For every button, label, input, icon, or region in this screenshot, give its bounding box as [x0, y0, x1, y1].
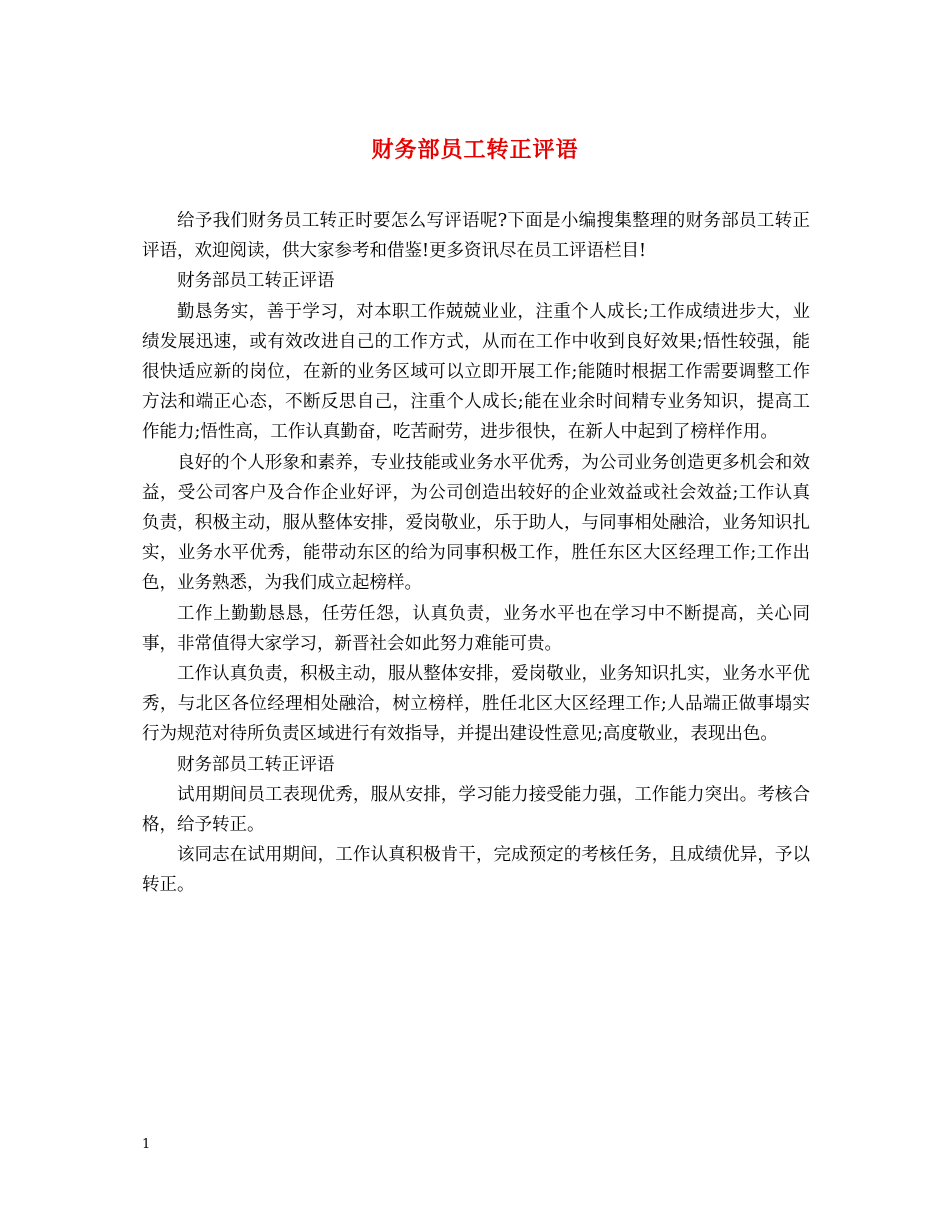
paragraph: 勤恳务实，善于学习，对本职工作兢兢业业，注重个人成长;工作成绩进步大，业绩发展迅速，或有效改进自己的工作方式，从而在工作中收到良好效果;悟性较强，能很快适应新的岗位，在新的业务区域可以立即开展工作;能随时根据工作需要调整工作方法和端正心态，不断反思自己，注重个人成长;能在业余时间精专业务知识，提高工作能力;悟性高，工作认真勤奋，吃苦耐劳，进步很快，在新人中起到了榜样作用。 [142, 301, 810, 443]
document-body [142, 206, 810, 901]
paragraph: 工作上勤勤恳恳，任劳任怨，认真负责，业务水平也在学习中不断提高，关心同事，非常值得大家学习，新晋社会如此努力难能可贵。 [142, 603, 810, 654]
paragraph-intro: 给予我们财务员工转正时要怎么写评语呢?下面是小编搜集整理的财务部员工转正评语，欢迎阅读，供大家参考和借鉴!更多资讯尽在员工评语栏目! [142, 211, 810, 262]
paragraph: 试用期间员工表现优秀，服从安排，学习能力接受能力强，工作能力突出。考核合格，给予转正。 [142, 784, 810, 836]
paragraph-subheading: 财务部员工转正评语 [177, 271, 335, 292]
paragraph-subheading: 财务部员工转正评语 [177, 754, 335, 775]
paragraph: 工作认真负责，积极主动，服从整体安排，爱岗敬业，业务知识扎实，业务水平优秀，与北区各位经理相处融洽，树立榜样，胜任北区大区经理工作;人品端正做事塌实行为规范对待所负责区域进行有效指导，并提出建设性意见;高度敬业，表现出色。 [142, 664, 810, 745]
document-title: 财务部员工转正评语 [371, 137, 579, 163]
paragraph: 该同志在试用期间，工作认真积极肯干，完成预定的考核任务，且成绩优异，予以转正。 [142, 845, 810, 896]
paragraph: 良好的个人形象和素养，专业技能或业务水平优秀，为公司业务创造更多机会和效益，受公司客户及合作企业好评，为公司创造出较好的企业效益或社会效益;工作认真负责，积极主动，服从整体安排，爱岗敬业，乐于助人，与同事相处融洽，业务知识扎实，业务水平优秀，能带动东区的给为同事积极工作，胜任东区大区经理工作;工作出色，业务熟悉，为我们成立起榜样。 [142, 452, 810, 594]
page-number: 1 [142, 1137, 151, 1152]
